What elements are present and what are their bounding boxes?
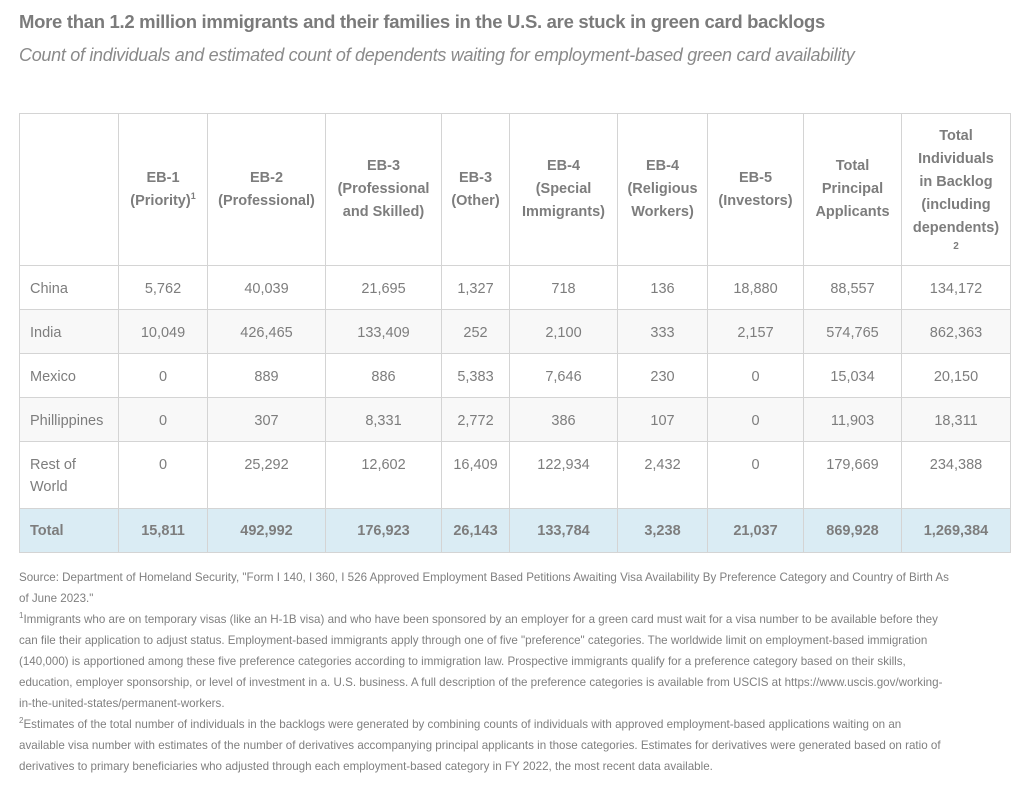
value-cell: 718 xyxy=(510,266,618,310)
value-cell: 179,669 xyxy=(804,442,902,509)
header-eb3-professional-skilled: EB-3 (Professional and Skilled) xyxy=(326,114,442,266)
value-cell: 12,602 xyxy=(326,442,442,509)
value-cell: 0 xyxy=(119,354,208,398)
value-cell: 886 xyxy=(326,354,442,398)
value-cell: 0 xyxy=(708,398,804,442)
value-cell: 122,934 xyxy=(510,442,618,509)
value-cell: 136 xyxy=(618,266,708,310)
header-eb1-priority: EB-1 (Priority)$^1$ xyxy=(119,114,208,266)
table-header-row xyxy=(20,114,1011,266)
header-eb3-other: EB-3 (Other) xyxy=(442,114,510,266)
header-total-principal: Total Principal Applicants xyxy=(804,114,902,266)
value-cell: 133,409 xyxy=(326,310,442,354)
table-row xyxy=(20,354,1011,398)
country-cell: China xyxy=(20,266,119,310)
table-row xyxy=(20,398,1011,442)
footnote-2: $^2$Estimates of the total number of individuals in the backlogs were generated by combining counts of individuals with approved employment-based applications waiting on an available visa number with estimates of the number of derivatives accompanying principal applicants in those categories. Estimates for derivatives were generated based on ratio of derivatives to primary beneficiaries who adjusted through each employment-based category in FY 2022, the most recent data available. xyxy=(19,716,941,773)
footnote-marker-1: 1 xyxy=(190,190,196,201)
total-cell: 15,811 xyxy=(119,509,208,553)
value-cell: 18,880 xyxy=(708,266,804,310)
header-eb2-professional: EB-2 (Professional) xyxy=(208,114,326,266)
value-cell: 107 xyxy=(618,398,708,442)
value-cell: 426,465 xyxy=(208,310,326,354)
value-cell: 134,172 xyxy=(902,266,1011,310)
country-cell: India xyxy=(20,310,119,354)
value-cell: 386 xyxy=(510,398,618,442)
value-cell: 5,383 xyxy=(442,354,510,398)
value-cell: 862,363 xyxy=(902,310,1011,354)
value-cell: 5,762 xyxy=(119,266,208,310)
value-cell: 252 xyxy=(442,310,510,354)
page-subtitle: Count of individuals and estimated count of dependents waiting for employment-based green card availability xyxy=(19,45,855,65)
value-cell: 88,557 xyxy=(804,266,902,310)
total-cell: 869,928 xyxy=(804,509,902,553)
value-cell: 15,034 xyxy=(804,354,902,398)
header-country xyxy=(20,114,119,266)
footnote-1: $^1$Immigrants who are on temporary visas (like an H-1B visa) and who have been sponsored by an employer for a green card must wait for a visa number to be available before they can file their application to adjust status. Employment-based immigrants apply through one of five "preference" categories. The worldwide limit on employment-based immigration (140,000) is apportioned among these five preference categories according to immigration law. Prospective immigrants qualify for a preference category based on their skills, education, employer sponsorship, or level of investment in a. U.S. business. A full description of the preference categories is available from USCIS at https://www.uscis.gov/working-in-the-united-states/permanent-workers. xyxy=(19,611,943,710)
total-cell: 492,992 xyxy=(208,509,326,553)
page-title: More than 1.2 million immigrants and their families in the U.S. are stuck in green card backlogs xyxy=(19,11,825,32)
source-note: Source: Department of Homeland Security, "Form I 140, I 360, I 526 Approved Employment Based Petitions Awaiting Visa Availability By Preference Category and Country of Birth As of June 2023." xyxy=(19,571,949,605)
value-cell: 574,765 xyxy=(804,310,902,354)
value-cell: 10,049 xyxy=(119,310,208,354)
value-cell: 889 xyxy=(208,354,326,398)
value-cell: 2,157 xyxy=(708,310,804,354)
value-cell: 307 xyxy=(208,398,326,442)
value-cell: 0 xyxy=(708,442,804,509)
value-cell: 1,327 xyxy=(442,266,510,310)
value-cell: 230 xyxy=(618,354,708,398)
header-eb4-special-immigrants: EB-4 (Special Immigrants) xyxy=(510,114,618,266)
total-cell: 3,238 xyxy=(618,509,708,553)
header-eb4-religious-workers: EB-4 (Religious Workers) xyxy=(618,114,708,266)
value-cell: 21,695 xyxy=(326,266,442,310)
value-cell: 7,646 xyxy=(510,354,618,398)
value-cell: 0 xyxy=(708,354,804,398)
value-cell: 333 xyxy=(618,310,708,354)
total-cell: 26,143 xyxy=(442,509,510,553)
country-cell: Mexico xyxy=(20,354,119,398)
header-total-individuals: Total Individuals in Backlog (including dependents) 2 xyxy=(902,114,1011,266)
value-cell: 18,311 xyxy=(902,398,1011,442)
table-row xyxy=(20,266,1011,310)
footnote-marker-2: 2 xyxy=(953,241,959,252)
total-cell: 21,037 xyxy=(708,509,804,553)
country-cell: Phillippines xyxy=(20,398,119,442)
total-cell: 1,269,384 xyxy=(902,509,1011,553)
backlog-table xyxy=(19,113,1011,553)
table-row xyxy=(20,442,1011,509)
total-label: Total xyxy=(20,509,119,553)
value-cell: 40,039 xyxy=(208,266,326,310)
total-cell: 133,784 xyxy=(510,509,618,553)
notes-section xyxy=(19,567,949,777)
country-cell: Rest of World xyxy=(20,442,119,509)
total-row xyxy=(20,509,1011,553)
value-cell: 234,388 xyxy=(902,442,1011,509)
value-cell: 8,331 xyxy=(326,398,442,442)
value-cell: 11,903 xyxy=(804,398,902,442)
value-cell: 2,772 xyxy=(442,398,510,442)
value-cell: 2,100 xyxy=(510,310,618,354)
value-cell: 16,409 xyxy=(442,442,510,509)
table-row xyxy=(20,310,1011,354)
value-cell: 20,150 xyxy=(902,354,1011,398)
header-eb5-investors: EB-5 (Investors) xyxy=(708,114,804,266)
value-cell: 2,432 xyxy=(618,442,708,509)
value-cell: 25,292 xyxy=(208,442,326,509)
value-cell: 0 xyxy=(119,442,208,509)
value-cell: 0 xyxy=(119,398,208,442)
total-cell: 176,923 xyxy=(326,509,442,553)
